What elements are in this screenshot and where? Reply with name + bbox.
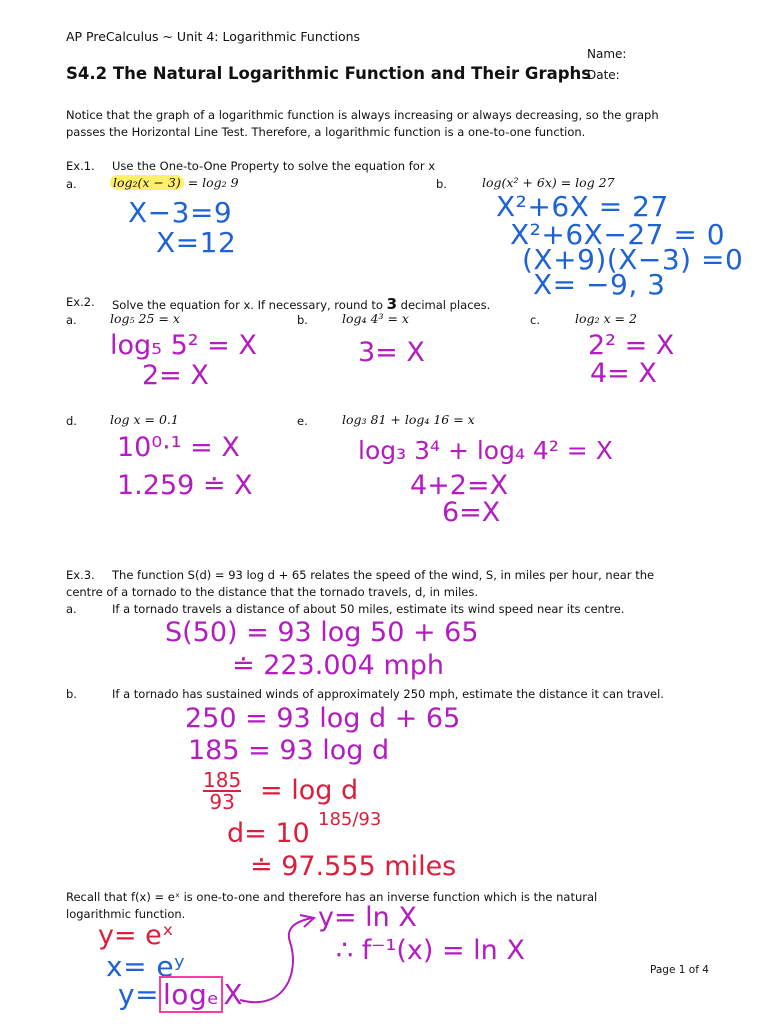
ex3b-label: b. [66,687,77,701]
recall-line-1: Recall that f(x) = eˣ is one-to-one and therefore has an inverse function which is the natural [66,890,598,904]
recall-y-eq: y= [118,978,160,1011]
ex2b-label: b. [297,313,308,327]
ex2e-work-2: 4+2=X [410,470,509,501]
ex3b-work-1: 250 = 93 log d + 65 [185,703,461,734]
ex2a-work-2: 2= X [142,360,209,391]
ex3-line-1: The function S(d) = 93 log d + 65 relates the speed of the wind, S, in miles per hour, near the [112,568,655,582]
recall-line-2: logarithmic function. [66,907,186,921]
ex3a-question: If a tornado travels a distance of about 50 miles, estimate its wind speed near its centre. [112,602,625,616]
ex1a-highlight: log₂(x − 3) [110,175,184,190]
ex2-instruction-num: 3 [386,295,397,313]
recall-x: X [223,978,244,1011]
ex1a-work-1: X−3=9 [128,196,233,229]
ex3b-question: If a tornado has sustained winds of approximately 250 mph, estimate the distance it can travel. [112,687,664,701]
ex2-label: Ex.2. [66,295,95,309]
ex1b-work-4: X= −9, 3 [533,268,666,301]
page-number: Page 1 of 4 [650,964,709,976]
recall-work-inverse: ∴ f⁻¹(x) = ln X [336,935,525,966]
ex3-line-2: centre of a tornado to the distance that the tornado travels, d, in miles. [66,585,479,599]
arrow-icon [230,912,325,1012]
ex2a-label: a. [66,313,77,327]
ex3b-fraction-num: 185 [203,768,242,792]
date-label: Date: [587,68,620,82]
ex3b-fraction-den: 93 [209,790,235,814]
intro-line-2: passes the Horizontal Line Test. Therefore, a logarithmic function is a one-to-one function. [66,125,586,139]
course-header: AP PreCalculus ~ Unit 4: Logarithmic Functions [66,29,361,44]
intro-line-1: Notice that the graph of a logarithmic function is always increasing or always decreasing, so the graph [66,108,659,122]
ex2c-work-1: 2² = X [588,330,675,361]
ex2a-work-1: log₅ 5² = X [110,330,257,361]
ex2c-equation: log₂ x = 2 [575,311,637,326]
recall-work-y-log [118,978,243,1011]
ex3a-work-2: ≐ 223.004 mph [232,650,444,681]
ex3b-exponent: 185/93 [318,809,382,830]
ex2e-work-3: 6=X [442,497,501,528]
ex1a-label: a. [66,177,77,191]
ex3b-work-2: 185 = 93 log d [188,735,390,766]
ex2-instruction-post: decimal places. [400,298,491,312]
ex1a-equation [110,175,239,190]
ex1-instruction: Use the One-to-One Property to solve the equation for x [112,159,436,173]
recall-work-y-ex: y= eˣ [98,920,174,951]
ex2c-label: c. [530,313,540,327]
page-title: S4.2 The Natural Logarithmic Function and Their Graphs [66,64,592,83]
ex2b-work-1: 3= X [358,337,425,368]
ex3b-work-3: d= 10 [227,818,310,849]
ex2b-equation: log₄ 4³ = x [342,311,409,326]
ex1b-work-1: X²+6X = 27 [496,190,669,223]
ex1b-work-2: X²+6X−27 = 0 [510,218,726,251]
ex2a-equation: log₅ 25 = x [110,311,180,326]
ex2d-label: d. [66,414,77,428]
ex2e-equation: log₃ 81 + log₄ 16 = x [342,412,475,427]
ex2d-equation: log x = 0.1 [110,412,179,427]
ex1b-label: b. [436,177,447,191]
ex1a-rhs: = log₂ 9 [187,175,239,190]
recall-work-x-ey: x= eʸ [106,950,186,983]
ex3-label: Ex.3. [66,568,95,582]
ex2d-work-2: 1.259 ≐ X [117,470,253,501]
ex1b-equation: log(x² + 6x) = log 27 [482,175,615,190]
ex1-label: Ex.1. [66,159,95,173]
ex2c-work-2: 4= X [590,358,657,389]
ex3b-fraction [203,770,241,812]
name-label: Name: [587,47,627,61]
ex2d-work-1: 10⁰·¹ = X [117,432,240,463]
ex2-instruction-pre: Solve the equation for x. If necessary, round to [112,298,383,312]
ex3b-fraction-rhs: = log d [260,775,359,806]
ex2e-work-1: log₃ 3⁴ + log₄ 4² = X [358,436,613,465]
ex3a-label: a. [66,602,77,616]
ex1b-work-3: (X+9)(X−3) =0 [522,243,744,276]
recall-boxed-log: logₑ [159,976,223,1013]
ex1a-work-2: X=12 [156,226,237,259]
recall-work-y-ln: y= ln X [318,902,417,933]
ex3b-work-4: ≐ 97.555 miles [250,851,457,882]
ex2e-label: e. [297,414,308,428]
ex3a-work-1: S(50) = 93 log 50 + 65 [165,617,479,648]
